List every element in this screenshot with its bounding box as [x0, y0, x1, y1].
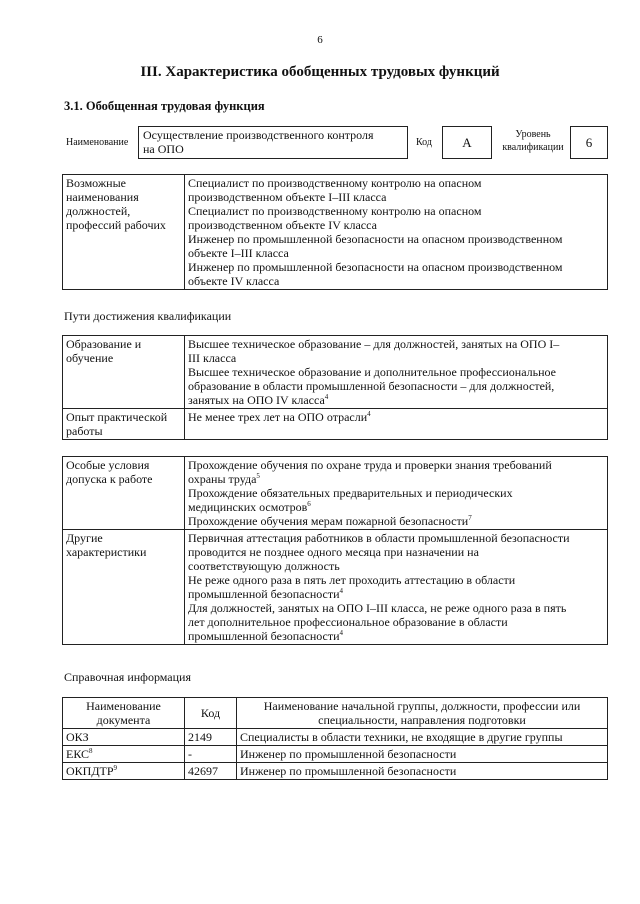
position-line: объекте IV класса: [188, 274, 280, 288]
education-line: III класса: [188, 351, 237, 365]
ref-header-name-line: Наименование начальной группы, должности, профессии или: [263, 699, 581, 713]
level-value: 6: [570, 126, 608, 159]
positions-label-line: профессий рабочих: [66, 218, 166, 232]
qualification-paths-heading: Пути достижения квалификации: [64, 309, 232, 323]
ref-doc-text: ЕКС: [66, 747, 90, 761]
positions-label: [63, 175, 185, 290]
education-line: [188, 393, 604, 407]
ref-name: Инженер по промышленной безопасности: [237, 746, 608, 763]
ref-header-name-line: специальности, направления подготовки: [318, 713, 526, 727]
positions-label-line: наименования: [66, 190, 139, 204]
position-line: производственном объекте I–III класса: [188, 190, 387, 204]
level-label: [498, 128, 568, 154]
name-value-box: [138, 126, 408, 159]
education-line: Высшее техническое образование – для должностей, занятых на ОПО I–: [188, 337, 560, 351]
special-conditions-label: [63, 457, 185, 530]
footnote-ref: 4: [339, 629, 344, 637]
education-label-line: Образование и: [66, 337, 142, 351]
ref-header-code: Код: [185, 698, 237, 729]
ref-header-doc: [63, 698, 185, 729]
position-line: Инженер по промышленной безопасности на опасном производственном: [188, 232, 563, 246]
condition-line-text: Прохождение обучения мерам пожарной безопасности: [188, 514, 469, 528]
other-characteristics-label: [63, 530, 185, 645]
footnote-ref: 7: [468, 514, 472, 522]
footnote-ref: 4: [324, 393, 329, 401]
position-line: производственном объекте IV класса: [188, 218, 377, 232]
education-values: [185, 336, 608, 409]
code-value: A: [442, 126, 492, 159]
ref-code: 42697: [185, 763, 237, 780]
other-characteristics-label-line: Другие: [66, 531, 103, 545]
footnote-ref: 6: [307, 500, 311, 508]
position-line: Инженер по промышленной безопасности на опасном производственном: [188, 260, 563, 274]
conditions-table: [62, 456, 608, 645]
reference-heading: Справочная информация: [64, 670, 191, 684]
special-conditions-label-line: Особые условия: [66, 458, 150, 472]
footnote-ref: 9: [113, 764, 118, 772]
subsection-title: 3.1. Обобщенная трудовая функция: [64, 99, 265, 113]
footnote-ref: 8: [89, 747, 93, 755]
characteristic-line-text: промышленной безопасности: [188, 587, 340, 601]
condition-line: Прохождение обучения по охране труда и проверки знания требований: [188, 458, 552, 472]
education-table: [62, 335, 608, 440]
education-label-line: обучение: [66, 351, 114, 365]
characteristic-line: [188, 587, 604, 601]
other-characteristics-label-line: характеристики: [66, 545, 147, 559]
positions-table: [62, 174, 608, 290]
table-row: [63, 763, 608, 780]
experience-text: Не менее трех лет на ОПО отрасли: [188, 410, 368, 424]
reference-table: [62, 697, 608, 780]
ref-doc-text: ОКПДТР: [66, 764, 114, 778]
positions-label-line: должностей,: [66, 204, 131, 218]
footnote-ref: 5: [256, 472, 260, 480]
special-conditions-label-line: допуска к работе: [66, 472, 153, 486]
characteristic-line: Первичная аттестация работников в области промышленной безопасности: [188, 531, 570, 545]
position-line: Специалист по производственному контролю на опасном: [188, 176, 482, 190]
name-label: Наименование: [66, 137, 129, 148]
special-conditions-values: [185, 457, 608, 530]
condition-line: [188, 500, 604, 514]
condition-line-text: охраны труда: [188, 472, 257, 486]
education-line-text: занятых на ОПО IV класса: [188, 393, 325, 407]
education-line: образование в области промышленной безопасности – для должностей,: [188, 379, 555, 393]
ref-doc: [63, 729, 185, 746]
table-row: [63, 729, 608, 746]
condition-line: [188, 472, 604, 486]
name-value-line2: на ОПО: [143, 142, 184, 156]
positions-label-line: Возможные: [66, 176, 126, 190]
characteristic-line: [188, 629, 604, 643]
level-label-line2: квалификации: [502, 142, 564, 153]
ref-name: Специалисты в области техники, не входящие в другие группы: [237, 729, 608, 746]
ref-code: -: [185, 746, 237, 763]
experience-label-line: Опыт практической: [66, 410, 168, 424]
education-line: Высшее техническое образование и дополнительное профессиональное: [188, 365, 556, 379]
section-title: III. Характеристика обобщенных трудовых функций: [140, 64, 500, 80]
page-number: 6: [317, 34, 323, 46]
footnote-ref: 4: [339, 587, 344, 595]
level-label-line1: Уровень: [515, 129, 551, 140]
condition-line: Прохождение обязательных предварительных и периодических: [188, 486, 513, 500]
code-label: Код: [416, 137, 432, 148]
experience-label: [63, 409, 185, 440]
table-row: [63, 746, 608, 763]
education-label: [63, 336, 185, 409]
footnote-ref: 4: [367, 410, 371, 418]
characteristic-line-text: промышленной безопасности: [188, 629, 340, 643]
name-value-line1: Осуществление производственного контроля: [143, 128, 374, 142]
position-line: Специалист по производственному контролю на опасном: [188, 204, 482, 218]
ref-name: Инженер по промышленной безопасности: [237, 763, 608, 780]
positions-values: [185, 175, 608, 290]
experience-value: [185, 409, 608, 440]
ref-doc: [63, 763, 185, 780]
condition-line-text: медицинских осмотров: [188, 500, 308, 514]
condition-line: [188, 514, 604, 528]
experience-label-line: работы: [66, 424, 103, 438]
ref-header-doc-line: Наименование: [86, 699, 161, 713]
other-characteristics-values: [185, 530, 608, 645]
ref-doc-text: ОКЗ: [66, 730, 89, 744]
characteristic-line: Не реже одного раза в пять лет проходить аттестацию в области: [188, 573, 516, 587]
position-line: объекте I–III класса: [188, 246, 289, 260]
ref-header-name: [237, 698, 608, 729]
ref-header-doc-line: документа: [96, 713, 151, 727]
characteristic-line: проводится не позднее одного месяца при назначении на: [188, 545, 479, 559]
characteristic-line: лет дополнительное профессиональное образование в области: [188, 615, 508, 629]
ref-code: 2149: [185, 729, 237, 746]
characteristic-line: Для должностей, занятых на ОПО I–III класса, не реже одного раза в пять: [188, 601, 567, 615]
ref-doc: [63, 746, 185, 763]
characteristic-line: соответствующую должность: [188, 559, 340, 573]
